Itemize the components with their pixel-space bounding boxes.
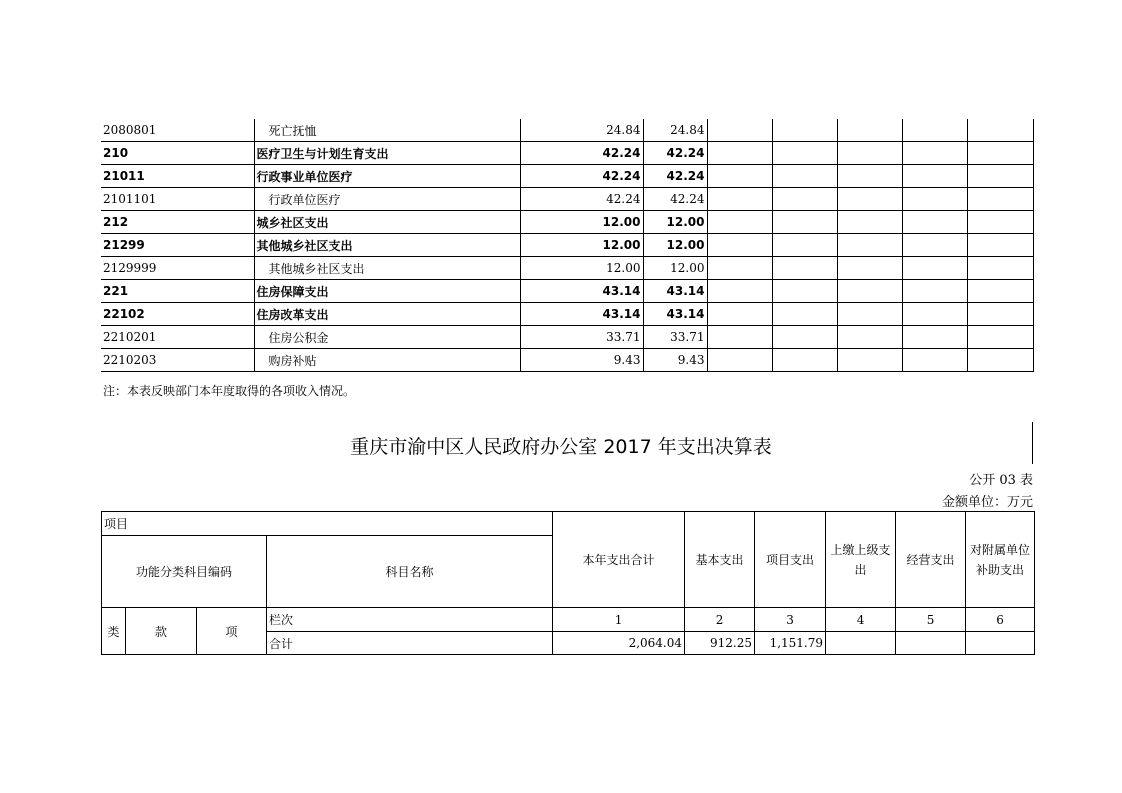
col-number-5: 5 — [896, 608, 966, 632]
row-basic-amount: 24.84 — [643, 119, 707, 142]
row-empty-cell — [837, 234, 902, 257]
table-row — [101, 349, 1033, 372]
row-empty-cell — [967, 326, 1033, 349]
row-subject-name: 死亡抚恤 — [254, 119, 520, 142]
row-empty-cell — [967, 188, 1033, 211]
row-total-amount: 12.00 — [520, 234, 643, 257]
kuan-header: 款 — [126, 608, 197, 655]
row-empty-cell — [707, 326, 772, 349]
row-code: 2210201 — [101, 326, 254, 349]
row-subject-name: 行政单位医疗 — [254, 188, 520, 211]
basic-amount: 912.25 — [685, 632, 755, 655]
row-empty-cell — [772, 119, 837, 142]
row-empty-cell — [707, 211, 772, 234]
row-empty-cell — [902, 142, 967, 165]
row-subject-name: 其他城乡社区支出 — [254, 234, 520, 257]
col-subsidy-header: 对附属单位补助支出 — [966, 512, 1035, 608]
row-empty-cell — [707, 280, 772, 303]
row-empty-cell — [772, 188, 837, 211]
row-code: 2101101 — [101, 188, 254, 211]
row-code: 212 — [101, 211, 254, 234]
expenditure-summary-table — [101, 511, 1035, 655]
row-empty-cell — [967, 280, 1033, 303]
row-empty-cell — [902, 326, 967, 349]
row-empty-cell — [772, 303, 837, 326]
row-empty-cell — [967, 349, 1033, 372]
col-upper-header: 上缴上级支出 — [826, 512, 896, 608]
project-amount: 1,151.79 — [755, 632, 826, 655]
row-empty-cell — [837, 349, 902, 372]
row-empty-cell — [967, 303, 1033, 326]
row-basic-amount: 33.71 — [643, 326, 707, 349]
row-code: 21299 — [101, 234, 254, 257]
row-empty-cell — [772, 326, 837, 349]
row-empty-cell — [967, 257, 1033, 280]
table-row — [101, 257, 1033, 280]
row-empty-cell — [902, 211, 967, 234]
row-subject-name: 住房公积金 — [254, 326, 520, 349]
row-empty-cell — [772, 349, 837, 372]
table-row — [101, 119, 1033, 142]
business-amount — [896, 632, 966, 655]
row-code: 210 — [101, 142, 254, 165]
row-empty-cell — [902, 234, 967, 257]
col-number-4: 4 — [826, 608, 896, 632]
row-empty-cell — [837, 188, 902, 211]
col-total-header: 本年支出合计 — [553, 512, 685, 608]
row-subject-name: 医疗卫生与计划生育支出 — [254, 142, 520, 165]
row-empty-cell — [707, 188, 772, 211]
row-subject-name: 购房补贴 — [254, 349, 520, 372]
row-subject-name: 住房保障支出 — [254, 280, 520, 303]
total-amount: 2,064.04 — [553, 632, 685, 655]
row-empty-cell — [837, 303, 902, 326]
row-empty-cell — [902, 303, 967, 326]
expense-detail-table — [101, 119, 1034, 372]
row-empty-cell — [772, 211, 837, 234]
row-empty-cell — [902, 349, 967, 372]
row-total-amount: 12.00 — [520, 257, 643, 280]
row-empty-cell — [967, 165, 1033, 188]
col-number-1: 1 — [553, 608, 685, 632]
row-basic-amount: 42.24 — [643, 165, 707, 188]
row-empty-cell — [902, 188, 967, 211]
row-total-amount: 9.43 — [520, 349, 643, 372]
row-empty-cell — [707, 165, 772, 188]
lanci-label: 栏次 — [267, 608, 553, 632]
table-row — [101, 326, 1033, 349]
row-basic-amount: 43.14 — [643, 280, 707, 303]
col-number-6: 6 — [966, 608, 1035, 632]
row-total-amount: 42.24 — [520, 188, 643, 211]
col-number-2: 2 — [685, 608, 755, 632]
row-empty-cell — [837, 326, 902, 349]
col-basic-header: 基本支出 — [685, 512, 755, 608]
row-total-amount: 42.24 — [520, 165, 643, 188]
page-title: 重庆市渝中区人民政府办公室 2017 年支出决算表 — [350, 436, 772, 458]
row-code: 21011 — [101, 165, 254, 188]
row-empty-cell — [772, 165, 837, 188]
row-total-amount: 24.84 — [520, 119, 643, 142]
row-subject-name: 其他城乡社区支出 — [254, 257, 520, 280]
row-basic-amount: 42.24 — [643, 188, 707, 211]
row-empty-cell — [707, 257, 772, 280]
row-empty-cell — [967, 119, 1033, 142]
subsidy-amount — [966, 632, 1035, 655]
func-code-header: 功能分类科目编码 — [102, 536, 267, 608]
row-empty-cell — [837, 257, 902, 280]
table-note: 注：本表反映部门本年度取得的各项收入情况。 — [103, 384, 356, 398]
row-empty-cell — [967, 211, 1033, 234]
row-empty-cell — [902, 165, 967, 188]
row-empty-cell — [837, 165, 902, 188]
table-row — [101, 234, 1033, 257]
row-total-amount: 43.14 — [520, 303, 643, 326]
row-total-amount: 43.14 — [520, 280, 643, 303]
row-total-amount: 12.00 — [520, 211, 643, 234]
row-total-amount: 42.24 — [520, 142, 643, 165]
row-empty-cell — [707, 349, 772, 372]
row-basic-amount: 9.43 — [643, 349, 707, 372]
table-row — [101, 211, 1033, 234]
row-empty-cell — [902, 119, 967, 142]
row-empty-cell — [837, 142, 902, 165]
lei-header: 类 — [102, 608, 126, 655]
row-code: 2129999 — [101, 257, 254, 280]
col-project-header: 项目支出 — [755, 512, 826, 608]
row-empty-cell — [707, 119, 772, 142]
row-empty-cell — [772, 234, 837, 257]
amount-unit: 金额单位：万元 — [941, 495, 1033, 510]
table-code: 公开 03 表 — [969, 473, 1033, 488]
row-subject-name: 住房改革支出 — [254, 303, 520, 326]
row-basic-amount: 12.00 — [643, 257, 707, 280]
subject-name-header: 科目名称 — [267, 536, 553, 608]
row-subject-name: 行政事业单位医疗 — [254, 165, 520, 188]
row-total-amount: 33.71 — [520, 326, 643, 349]
table-row — [101, 303, 1033, 326]
row-empty-cell — [902, 280, 967, 303]
row-empty-cell — [837, 280, 902, 303]
row-empty-cell — [772, 280, 837, 303]
col-number-3: 3 — [755, 608, 826, 632]
row-basic-amount: 42.24 — [643, 142, 707, 165]
total-label: 合计 — [267, 632, 553, 655]
row-basic-amount: 12.00 — [643, 234, 707, 257]
row-basic-amount: 43.14 — [643, 303, 707, 326]
row-empty-cell — [967, 234, 1033, 257]
row-basic-amount: 12.00 — [643, 211, 707, 234]
table-row — [101, 280, 1033, 303]
row-code: 2210203 — [101, 349, 254, 372]
row-empty-cell — [902, 257, 967, 280]
row-empty-cell — [837, 211, 902, 234]
table-row — [101, 188, 1033, 211]
row-empty-cell — [707, 234, 772, 257]
row-empty-cell — [772, 257, 837, 280]
xiang-header: 项 — [197, 608, 267, 655]
row-code: 2080801 — [101, 119, 254, 142]
table-row — [101, 165, 1033, 188]
item-header: 项目 — [102, 512, 553, 536]
row-subject-name: 城乡社区支出 — [254, 211, 520, 234]
row-code: 221 — [101, 280, 254, 303]
upper-amount — [826, 632, 896, 655]
col-business-header: 经营支出 — [896, 512, 966, 608]
row-empty-cell — [772, 142, 837, 165]
table-row — [101, 142, 1033, 165]
row-empty-cell — [967, 142, 1033, 165]
row-code: 22102 — [101, 303, 254, 326]
row-empty-cell — [837, 119, 902, 142]
row-empty-cell — [707, 142, 772, 165]
row-empty-cell — [707, 303, 772, 326]
